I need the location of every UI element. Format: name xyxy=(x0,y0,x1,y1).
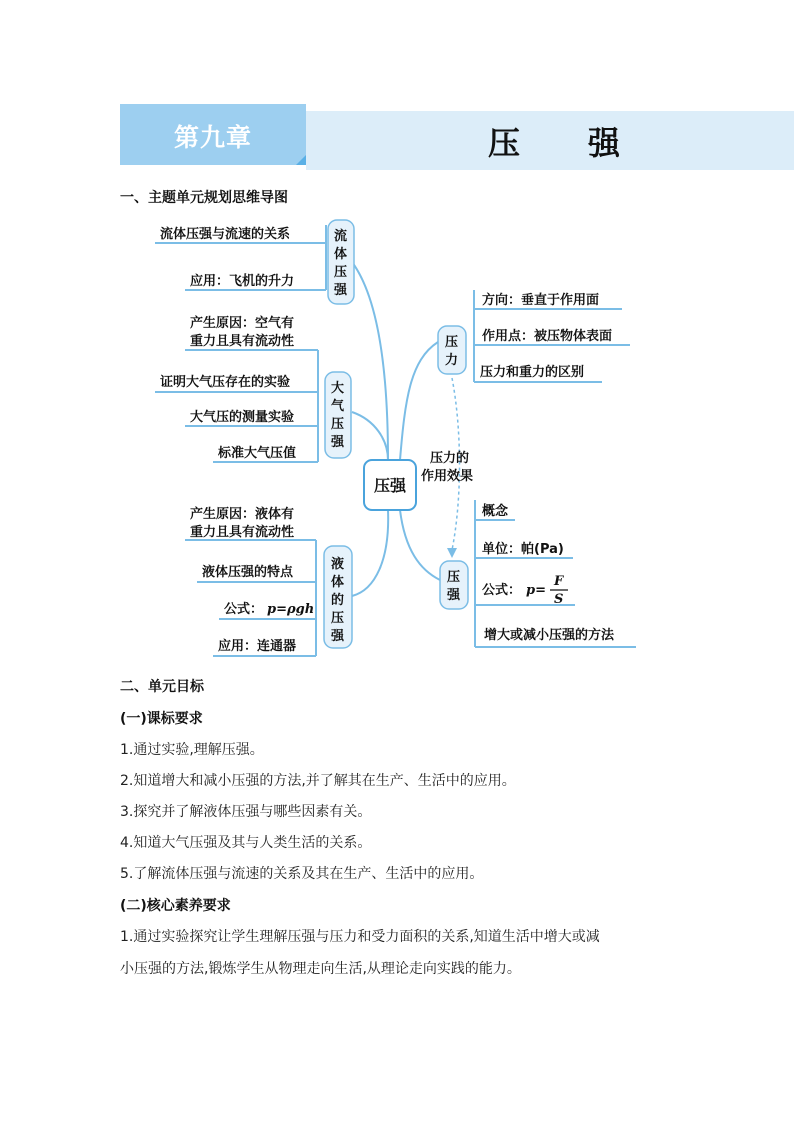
liquid-label-char: 压 xyxy=(331,611,345,626)
force-leaf: 压力和重力的区别 xyxy=(480,365,585,380)
pressure-label-char: 强 xyxy=(447,588,461,603)
literacy-item-line: 1.通过实验探究让学生理解压强与压力和受力面积的关系,知道生活中增大或减 xyxy=(120,929,600,945)
liquid-leaf: 产生原因：液体有 xyxy=(190,507,295,522)
chapter-title-char-1: 压 xyxy=(488,124,521,162)
fluid-label-char: 强 xyxy=(334,283,348,298)
standard-heading: (一)课标要求 xyxy=(120,711,203,727)
force-leaf: 方向：垂直于作用面 xyxy=(482,293,600,308)
pressure-leaf: 公式： xyxy=(482,583,522,598)
pressure-formula-numerator: F xyxy=(554,574,564,589)
liquid-label-char: 体 xyxy=(331,575,345,590)
standard-item: 5.了解流体压强与流速的关系及其在生产、生活中的应用。 xyxy=(120,866,484,882)
pressure-leaf: 增大或减小压强的方法 xyxy=(484,628,615,643)
atmosphere-label-char: 气 xyxy=(331,399,345,414)
standard-item: 4.知道大气压强及其与人类生活的关系。 xyxy=(120,835,372,851)
force-leaf: 作用点：被压物体表面 xyxy=(482,329,613,344)
liquid-leaf: 公式： xyxy=(224,602,264,617)
atmosphere-leaf: 重力且具有流动性 xyxy=(190,334,295,349)
pressure-label-char: 压 xyxy=(447,570,461,585)
pressure-formula-denominator: S xyxy=(554,592,564,607)
center-node-label: 压强 xyxy=(374,476,407,495)
effect-arrow-head xyxy=(447,548,457,558)
atmosphere-label-char: 压 xyxy=(331,417,345,432)
liquid-label-char: 液 xyxy=(331,557,345,572)
atmosphere-leaf: 产生原因：空气有 xyxy=(190,316,295,331)
fluid-leaf: 流体压强与流速的关系 xyxy=(160,227,291,242)
fluid-label-char: 压 xyxy=(334,265,348,280)
effect-label-line: 压力的 xyxy=(430,451,470,466)
effect-label-line: 作用效果 xyxy=(421,469,474,484)
liquid-label-char: 强 xyxy=(331,629,345,644)
literacy-heading: (二)核心素养要求 xyxy=(120,898,231,914)
fluid-label-char: 流 xyxy=(334,229,348,244)
fluid-leaf: 应用：飞机的升力 xyxy=(190,274,295,289)
atmosphere-leaf: 证明大气压存在的实验 xyxy=(160,375,291,390)
atmosphere-label-char: 大 xyxy=(331,381,345,396)
pressure-formula-lhs: p= xyxy=(526,583,546,598)
literacy-item-line: 小压强的方法,锻炼学生从物理走向生活,从理论走向实践的能力。 xyxy=(120,961,521,977)
liquid-leaf: 重力且具有流动性 xyxy=(190,525,295,540)
force-label-char: 压 xyxy=(445,335,459,350)
goals-heading: 二、单元目标 xyxy=(120,679,204,695)
mind-map-connectors xyxy=(155,225,636,656)
atmosphere-leaf: 大气压的测量实验 xyxy=(190,410,295,425)
pressure-leaf: 单位：帕(Pa) xyxy=(482,542,564,557)
standard-item: 2.知道增大和减小压强的方法,并了解其在生产、生活中的应用。 xyxy=(120,773,516,789)
pressure-leaf: 概念 xyxy=(482,504,509,519)
force-label-char: 力 xyxy=(445,353,459,368)
liquid-formula: p=ρgh xyxy=(267,602,315,617)
standard-item: 1.通过实验,理解压强。 xyxy=(120,742,264,758)
liquid-leaf: 液体压强的特点 xyxy=(202,565,294,580)
mindmap-heading: 一、主题单元规划思维导图 xyxy=(120,190,288,206)
atmosphere-leaf: 标准大气压值 xyxy=(218,446,297,461)
fluid-label-char: 体 xyxy=(334,247,348,262)
liquid-label-char: 的 xyxy=(331,593,345,608)
chapter-title-char-2: 强 xyxy=(588,124,621,162)
standard-item: 3.探究并了解液体压强与哪些因素有关。 xyxy=(120,804,372,820)
liquid-leaf: 应用：连通器 xyxy=(218,639,297,654)
chapter-label: 第九章 xyxy=(173,123,252,152)
atmosphere-label-char: 强 xyxy=(331,435,345,450)
